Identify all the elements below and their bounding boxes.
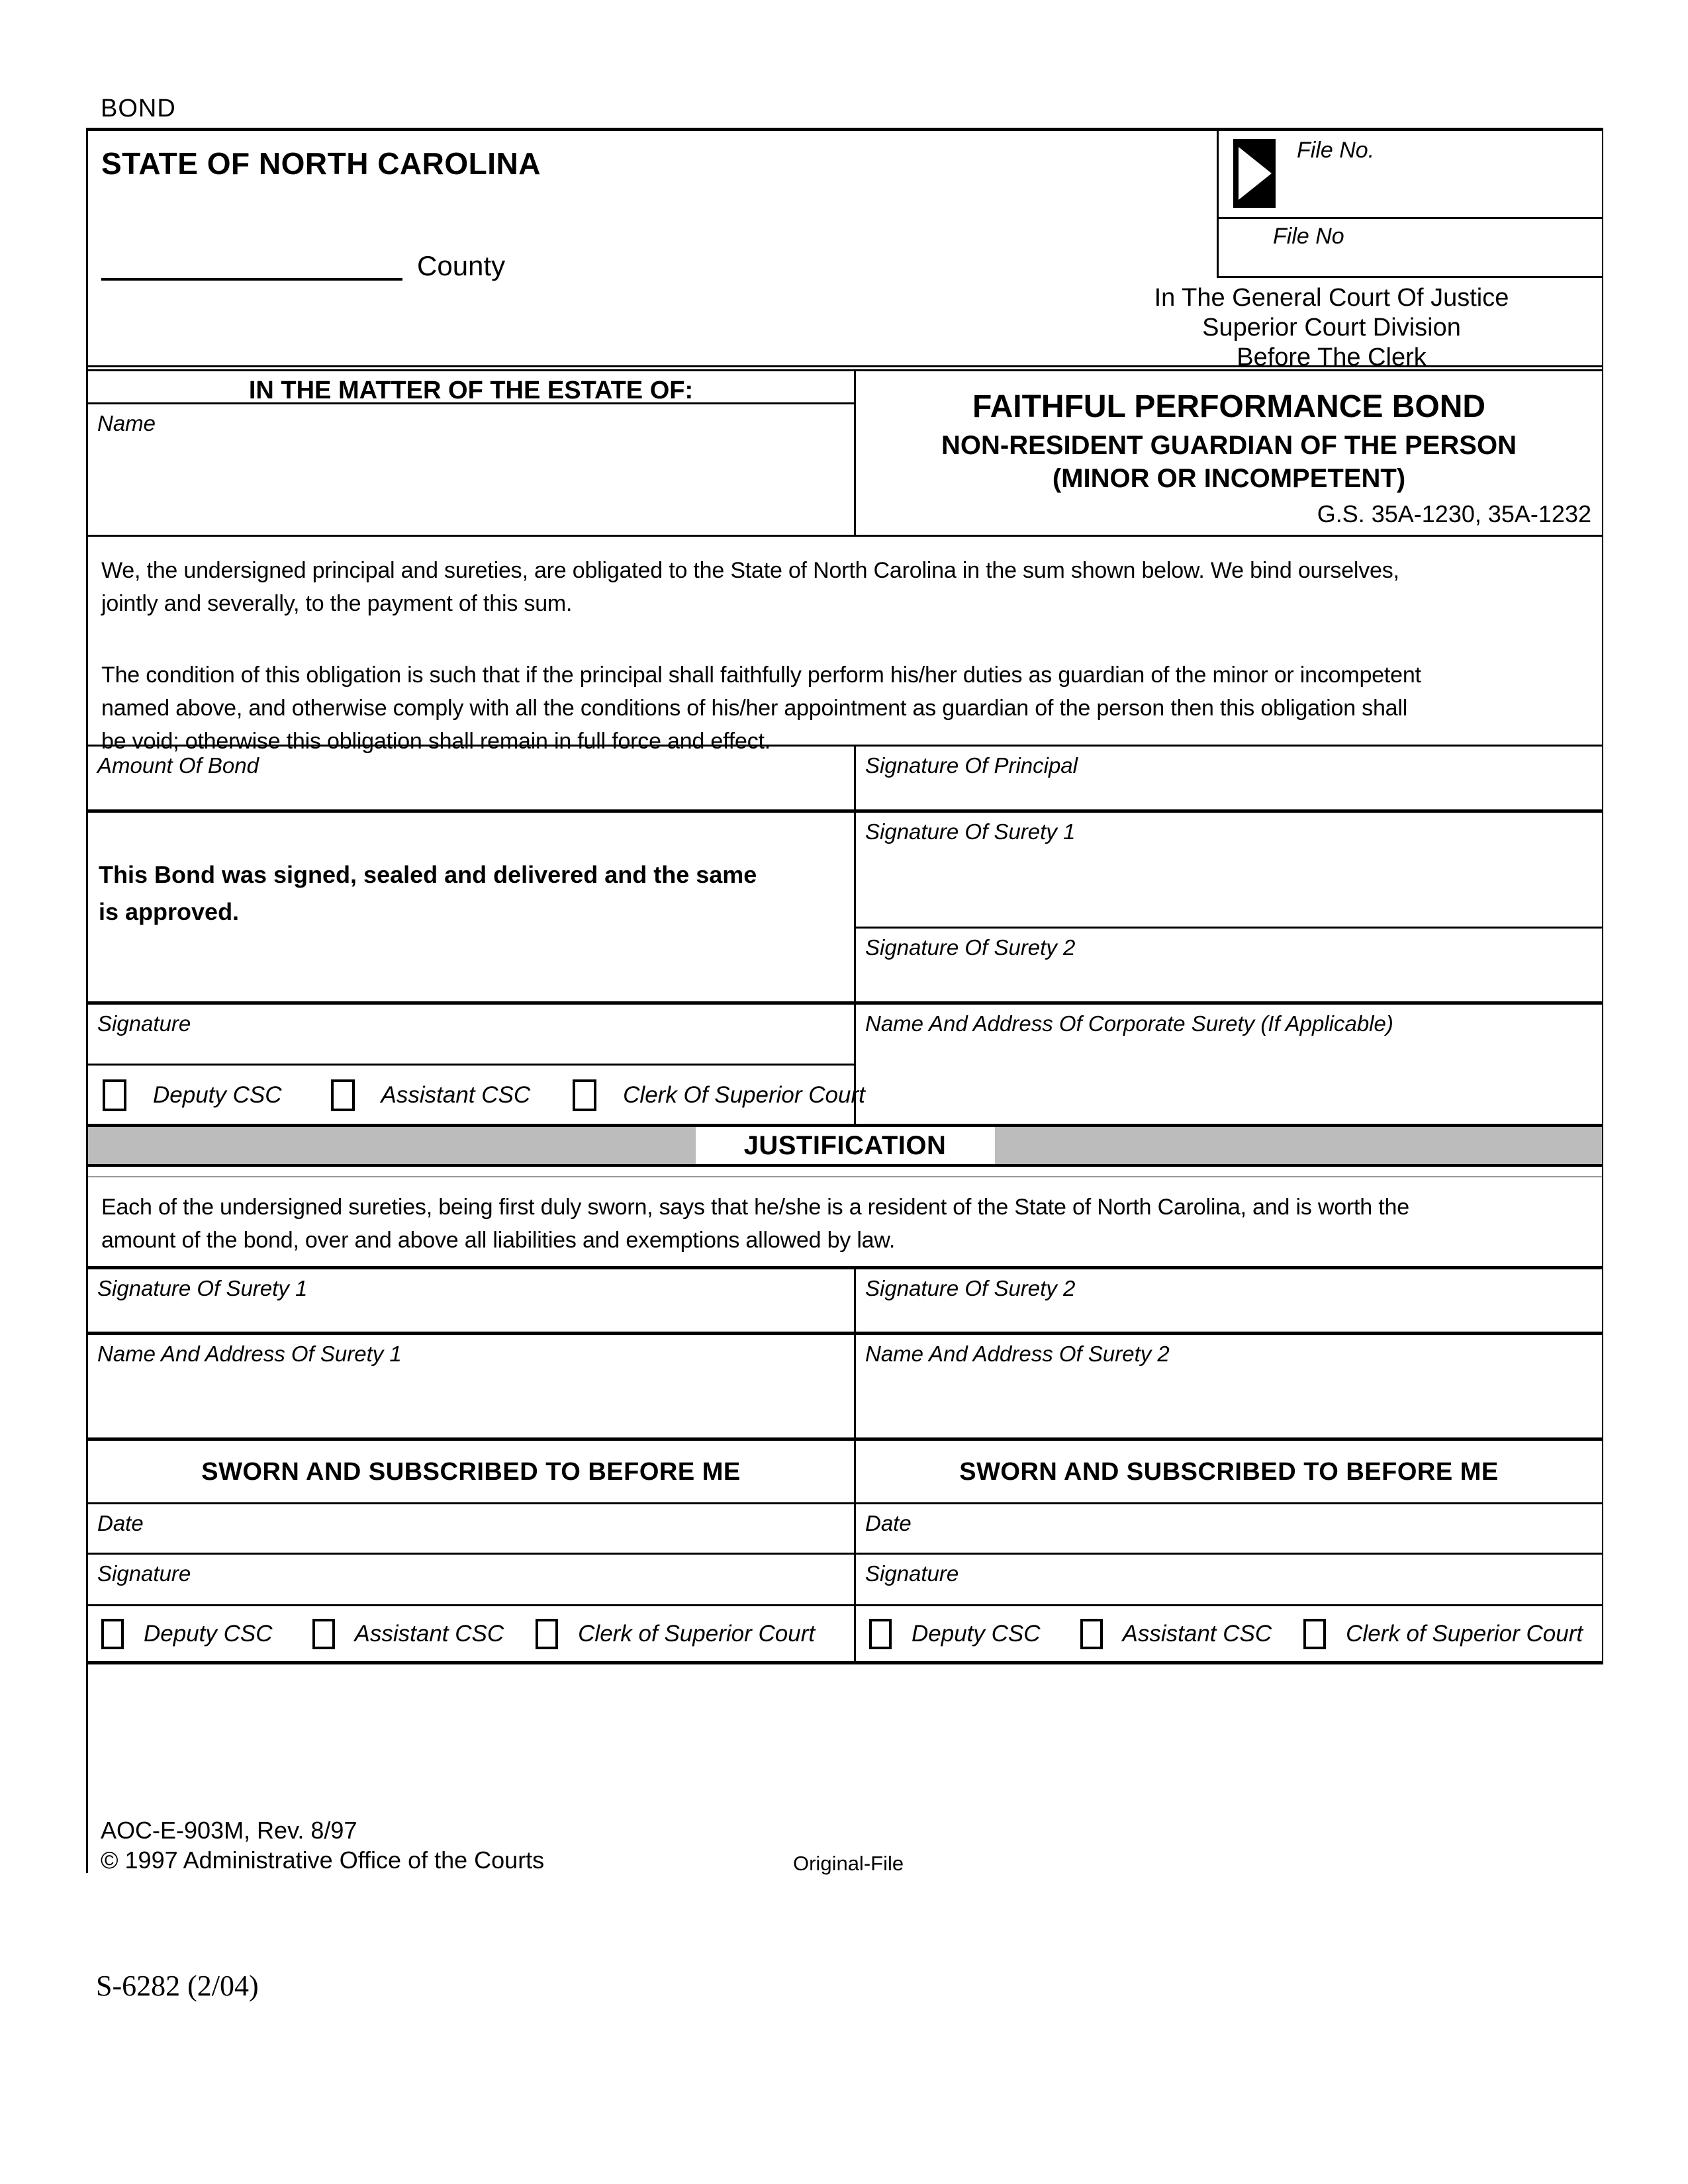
file-no-label: File No. [1297, 138, 1375, 163]
right-deputy-csc-label: Deputy CSC [912, 1620, 1041, 1647]
approved-statement [99, 856, 757, 931]
right-deputy-csc-checkbox[interactable] [869, 1619, 892, 1649]
approved-cell [88, 813, 856, 1001]
right-assistant-csc-label: Assistant CSC [1122, 1620, 1272, 1647]
clerk-superior-court-label: Clerk Of Superior Court [623, 1082, 865, 1108]
amount-of-bond-field[interactable] [88, 747, 856, 809]
signature-of-principal-label: Signature Of Principal [865, 753, 1078, 778]
obligation-text-row [88, 537, 1602, 754]
signature-of-surety1-field[interactable] [856, 813, 1602, 929]
clerk-superior-court-option [573, 1079, 865, 1111]
paragraph2-line3: be void; otherwise this obligation shall remain in full force and effect. [101, 729, 771, 754]
right-deputy-csc-option [869, 1619, 1041, 1649]
left-clerk-superior-court-checkbox[interactable] [536, 1619, 558, 1649]
notary-capacity-row [88, 1606, 1602, 1664]
date-label-right: Date [865, 1511, 912, 1535]
right-assistant-csc-checkbox[interactable] [1080, 1619, 1103, 1649]
document-stamp: S-6282 (2/04) [96, 1970, 259, 2002]
notary-capacity-right [856, 1606, 1602, 1661]
name-address-surety1-label: Name And Address Of Surety 1 [97, 1342, 402, 1366]
justification-paragraph [101, 1191, 1602, 1257]
spacer [88, 1167, 1602, 1176]
surety-name-row [88, 1335, 1602, 1441]
right-clerk-superior-court-label: Clerk of Superior Court [1346, 1620, 1583, 1647]
just-signature-surety2-label: Signature Of Surety 2 [865, 1276, 1076, 1300]
deputy-csc-option [103, 1079, 282, 1111]
justification-header: JUSTIFICATION [696, 1127, 995, 1164]
clerk-signature-cell [88, 1005, 865, 1124]
paragraph1-line2: jointly and severally, to the payment of this sum. [101, 591, 573, 616]
sworn-row [88, 1441, 1602, 1504]
signature-of-principal-field[interactable] [856, 747, 1602, 809]
deputy-csc-checkbox[interactable] [103, 1079, 126, 1111]
left-assistant-csc-label: Assistant CSC [354, 1620, 504, 1647]
assistant-csc-checkbox[interactable] [331, 1079, 355, 1111]
sworn-header-left: SWORN AND SUBSCRIBED TO BEFORE ME [88, 1441, 856, 1502]
left-clerk-superior-court-option [536, 1619, 815, 1649]
copyright-line: © 1997 Administrative Office of the Courts [101, 1846, 545, 1874]
just-signature-surety1-label: Signature Of Surety 1 [97, 1276, 308, 1300]
paragraph2-line2: named above, and otherwise comply with all the conditions of his/her appointment as guardian of the person then this obligation shall [101, 696, 1408, 721]
name-address-surety2-label: Name And Address Of Surety 2 [865, 1342, 1170, 1366]
justification-text-row [88, 1176, 1602, 1269]
estate-header: IN THE MATTER OF THE ESTATE OF: [88, 371, 854, 404]
form-subtitle-2: (MINOR OR INCOMPETENT) [1052, 464, 1406, 493]
left-deputy-csc-option [101, 1619, 273, 1649]
right-clerk-superior-court-option [1303, 1619, 1583, 1649]
just-signature-surety1-field[interactable] [88, 1269, 856, 1332]
assistant-csc-option [331, 1079, 531, 1111]
deputy-csc-label: Deputy CSC [153, 1082, 282, 1108]
name-address-surety1-field[interactable] [88, 1335, 856, 1437]
date-row [88, 1504, 1602, 1555]
justification-signature-row [88, 1269, 1602, 1335]
assistant-csc-label: Assistant CSC [381, 1082, 531, 1108]
header-row [88, 131, 1602, 371]
signature-of-surety1-label: Signature Of Surety 1 [865, 819, 1076, 844]
file-no-field[interactable] [1344, 164, 1597, 210]
file-no-label-2: File No [1273, 224, 1344, 249]
court-block [1061, 283, 1602, 373]
obligation-paragraph-1 [101, 554, 1602, 620]
form-number: AOC-E-903M, Rev. 8/97 [101, 1817, 357, 1844]
court-line-1: In The General Court Of Justice [1154, 284, 1509, 312]
distribution-label: Original-File [793, 1852, 904, 1875]
notary-signature-field-right[interactable] [856, 1555, 1602, 1604]
notary-capacity-left [88, 1606, 856, 1661]
obligation-paragraph-2 [101, 659, 1602, 758]
approved-row [88, 813, 1602, 1005]
state-title: STATE OF NORTH CAROLINA [101, 146, 541, 181]
county-blank-field[interactable] [101, 242, 402, 281]
signature-of-surety2-field[interactable] [856, 929, 1602, 960]
corporate-surety-label: Name And Address Of Corporate Surety (If Applicable) [865, 1011, 1393, 1036]
notary-signature-label-right: Signature [865, 1561, 959, 1586]
right-assistant-csc-option [1080, 1619, 1272, 1649]
file-no-field-2[interactable] [1273, 250, 1597, 275]
justification-line2: amount of the bond, over and above all liabilities and exemptions allowed by law. [101, 1228, 896, 1253]
statute-reference: G.S. 35A-1230, 35A-1232 [1317, 500, 1591, 527]
clerk-signature-label: Signature [97, 1011, 191, 1036]
sworn-header-right: SWORN AND SUBSCRIBED TO BEFORE ME [959, 1458, 1499, 1486]
left-assistant-csc-option [312, 1619, 504, 1649]
approved-line1: This Bond was signed, sealed and delivered and the same [99, 861, 757, 888]
file-no-divider [1219, 217, 1602, 219]
left-deputy-csc-label: Deputy CSC [144, 1620, 273, 1647]
form-title: FAITHFUL PERFORMANCE BOND [972, 389, 1486, 424]
surety-signatures-cell [856, 813, 1602, 1001]
notary-signature-field-left[interactable] [88, 1555, 856, 1604]
right-clerk-superior-court-checkbox[interactable] [1303, 1619, 1326, 1649]
county-label: County [417, 250, 506, 281]
estate-title-row [88, 371, 1602, 537]
title-cell [856, 371, 1602, 535]
left-assistant-csc-checkbox[interactable] [312, 1619, 335, 1649]
justification-section-bar [88, 1127, 1602, 1167]
clerk-superior-court-checkbox[interactable] [573, 1079, 596, 1111]
notary-signature-label-left: Signature [97, 1561, 191, 1586]
name-address-surety2-field[interactable] [856, 1335, 1602, 1437]
amount-of-bond-label: Amount Of Bond [97, 753, 259, 778]
court-line-3: Before The Clerk [1237, 343, 1427, 371]
estate-name-label: Name [97, 411, 156, 435]
paragraph2-line1: The condition of this obligation is such that if the principal shall faithfully perform his/her duties as guardian of the minor or incompetent [101, 662, 1421, 688]
approval-capacity-checkboxes [88, 1066, 865, 1125]
date-field-right[interactable] [856, 1504, 1602, 1553]
estate-name-field[interactable] [95, 437, 847, 531]
signature-of-surety2-label: Signature Of Surety 2 [865, 935, 1076, 960]
justification-line1: Each of the undersigned sureties, being first duly sworn, says that he/she is a resident of the State of North Carolina, and is worth the [101, 1195, 1409, 1220]
estate-cell [88, 371, 856, 535]
amount-row [88, 747, 1602, 813]
date-label-left: Date [97, 1511, 144, 1535]
left-deputy-csc-checkbox[interactable] [101, 1619, 124, 1649]
clerk-signature-field[interactable] [88, 1005, 854, 1066]
file-no-box [1217, 131, 1602, 278]
bond-tab-label: BOND [101, 95, 176, 122]
date-field-left[interactable] [88, 1504, 856, 1553]
form-table [86, 128, 1603, 1664]
paragraph1-line1: We, the undersigned principal and sureties, are obligated to the State of North Carolina in the sum shown below. We bind ourselves, [101, 558, 1399, 583]
form-subtitle-1: NON-RESIDENT GUARDIAN OF THE PERSON [941, 431, 1517, 460]
notary-signature-row [88, 1555, 1602, 1606]
corporate-surety-field[interactable] [856, 1005, 1602, 1124]
court-line-2: Superior Court Division [1202, 314, 1461, 341]
clerk-signature-row [88, 1005, 1602, 1127]
file-marker-icon [1233, 139, 1276, 211]
approved-line2: is approved. [99, 898, 240, 925]
just-signature-surety2-field[interactable] [856, 1269, 1602, 1332]
left-clerk-superior-court-label: Clerk of Superior Court [578, 1620, 816, 1647]
